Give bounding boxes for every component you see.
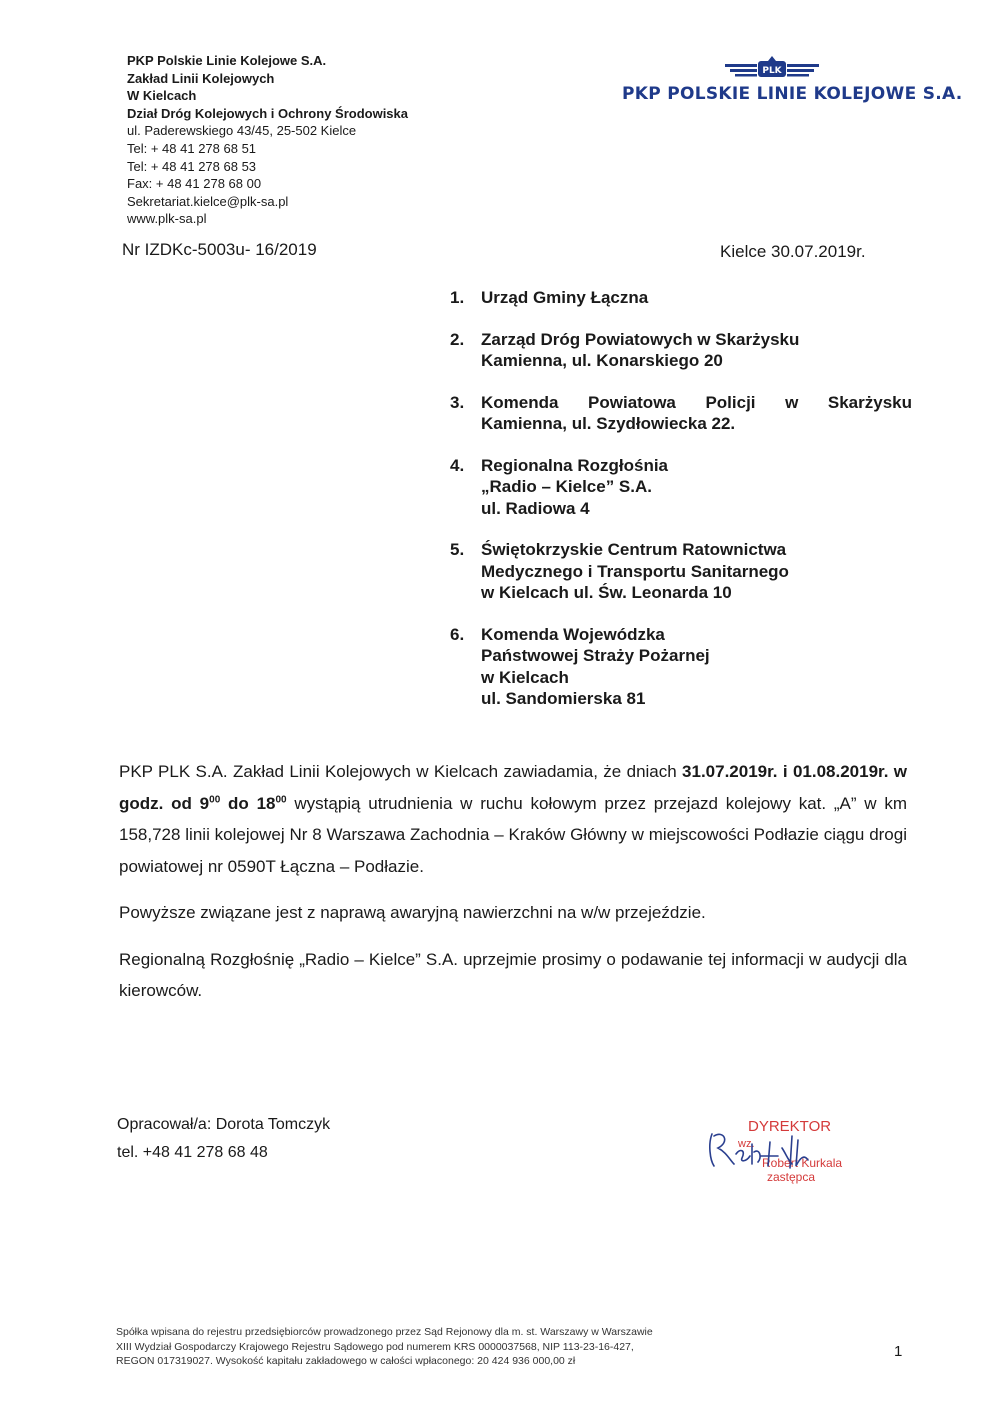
recipient-number: 4.: [450, 455, 465, 475]
recipient-line: Zarząd Dróg Powiatowych w Skarżysku: [481, 329, 800, 349]
prepared-by: Opracował/a: Dorota Tomczyk: [117, 1116, 331, 1133]
letter-body: [119, 756, 907, 1007]
sender-block: [127, 52, 408, 228]
notice-hours-to-minutes: 00: [275, 793, 287, 805]
recipient-number: 5.: [450, 540, 465, 559]
notice-hours-to: do 18: [220, 793, 276, 813]
recipient-line: w Kielcach ul. Św. Leonarda 10: [481, 583, 732, 602]
recipient-number: 1.: [450, 288, 465, 307]
recipient-line: Kamienna, ul. Szydłowiecka 22.: [481, 414, 736, 433]
prepared-by-phone: tel. +48 41 278 68 48: [117, 1144, 268, 1161]
recipient-line: w Kielcach: [481, 667, 569, 687]
notice-intro: PKP PLK S.A. Zakład Linii Kolejowych w Kielcach zawiadamia, że dniach: [119, 762, 683, 781]
recipient-item: [450, 455, 912, 520]
notice-date-2: 01.08.2019r.: [792, 762, 889, 781]
notice-date-1: 31.07.2019r.: [682, 762, 778, 781]
recipient-line: Świętokrzyskie Centrum Ratownictwa: [481, 540, 787, 559]
notice-and: i: [777, 762, 793, 781]
notice-hours: [119, 794, 287, 813]
recipient-line: Regionalna Rozgłośnia: [481, 455, 669, 475]
recipient-number: 2.: [450, 329, 465, 349]
sender-tel-1: Tel: + 48 41 278 68 51: [127, 140, 257, 156]
notice-details: wystąpią utrudnienia w ruchu kołowym przez przejazd kolejowy kat. „A” w km 158,728 linii kolejowej Nr 8 Warszawa Zachodnia – Kraków Główny w miejscowości Podłazie ciągu drogi powiatowej nr 0590T Łączna – Podłazie.: [119, 793, 908, 876]
sender-unit: Zakład Linii Kolejowych: [127, 70, 275, 86]
logo-badge-text: PLK: [762, 66, 782, 76]
director-stamp: [700, 1114, 860, 1194]
prepared-by-block: [117, 1111, 330, 1167]
footer-line: XIII Wydział Gospodarczy Krajowego Rejestru Sądowego pod numerem KRS 0000037568, NIP 113-23-16-427,: [116, 1340, 634, 1353]
recipient-item: [450, 287, 912, 309]
recipient-item: [450, 624, 912, 710]
page-number: 1: [894, 1343, 903, 1360]
letter-date: Kielce 30.07.2019r.: [720, 242, 866, 261]
recipient-line: Urząd Gminy Łączna: [481, 288, 649, 307]
stamp-title: DYREKTOR: [748, 1118, 832, 1135]
sender-company: PKP Polskie Linie Kolejowe S.A.: [127, 53, 327, 68]
recipient-line: Medycznego i Transportu Sanitarnego: [481, 561, 789, 581]
sender-address: ul. Paderewskiego 43/45, 25-502 Kielce: [127, 123, 357, 139]
recipient-line: Kamienna, ul. Konarskiego 20: [481, 351, 723, 370]
stamp-prefix: wz.: [738, 1138, 755, 1150]
sender-website: www.plk-sa.pl: [127, 211, 207, 227]
notice-hours-from: godz. od 9: [119, 793, 210, 813]
recipient-line: Komenda Powiatowa Policji w Skarżysku: [481, 392, 912, 412]
recipient-item: [450, 392, 912, 435]
company-logo: [622, 56, 963, 108]
body-paragraph-reason: Powyższe związane jest z naprawą awaryjną nawierzchni na w/w przejeździe.: [119, 903, 706, 922]
legal-footer: [116, 1325, 653, 1369]
reference-number: Nr IZDKc-5003u- 16/2019: [122, 240, 317, 259]
sender-email: Sekretariat.kielce@plk-sa.pl: [127, 193, 289, 209]
stamp-name: Robert Kurkala: [762, 1156, 843, 1170]
recipient-item: [450, 329, 912, 372]
body-paragraph-radio-request: Regionalną Rozgłośnię „Radio – Kielce” S.A. uprzejmie prosimy o podawanie tej informacji w audycji dla kierowców.: [119, 949, 907, 1000]
recipient-line: Komenda Wojewódzka: [481, 624, 665, 644]
body-paragraph-notice: [119, 756, 907, 882]
recipients-list: [450, 287, 912, 730]
plk-winged-logo-icon: [622, 56, 922, 84]
recipient-line: ul. Sandomierska 81: [481, 689, 646, 708]
recipient-line: ul. Radiowa 4: [481, 498, 590, 518]
recipient-number: 3.: [450, 392, 465, 412]
notice-w: w: [888, 762, 907, 781]
recipient-number: 6.: [450, 624, 465, 644]
recipient-line: „Radio – Kielce” S.A.: [481, 477, 652, 496]
sender-department: Dział Dróg Kolejowych i Ochrony Środowiska: [127, 105, 408, 121]
footer-line: REGON 017319027. Wysokość kapitału zakładowego w całości wpłaconego: 20 424 936 000,00 zł: [116, 1355, 576, 1367]
sender-city: W Kielcach: [127, 88, 197, 104]
stamp-role: zastępca: [767, 1170, 816, 1184]
sender-tel-2: Tel: + 48 41 278 68 53: [127, 158, 257, 174]
logo-company-name: PKP POLSKIE LINIE KOLEJOWE S.A.: [622, 84, 963, 104]
handwritten-signature-icon: [700, 1114, 860, 1194]
recipient-item: [450, 539, 912, 604]
sender-fax: Fax: + 48 41 278 68 00: [127, 176, 262, 192]
footer-line: Spółka wpisana do rejestru przedsiębiorców prowadzonego przez Sąd Rejonowy dla m. st. Warszawy w Warszawie: [116, 1326, 653, 1338]
recipient-line: Państwowej Straży Pożarnej: [481, 646, 710, 665]
notice-hours-from-minutes: 00: [209, 793, 221, 805]
